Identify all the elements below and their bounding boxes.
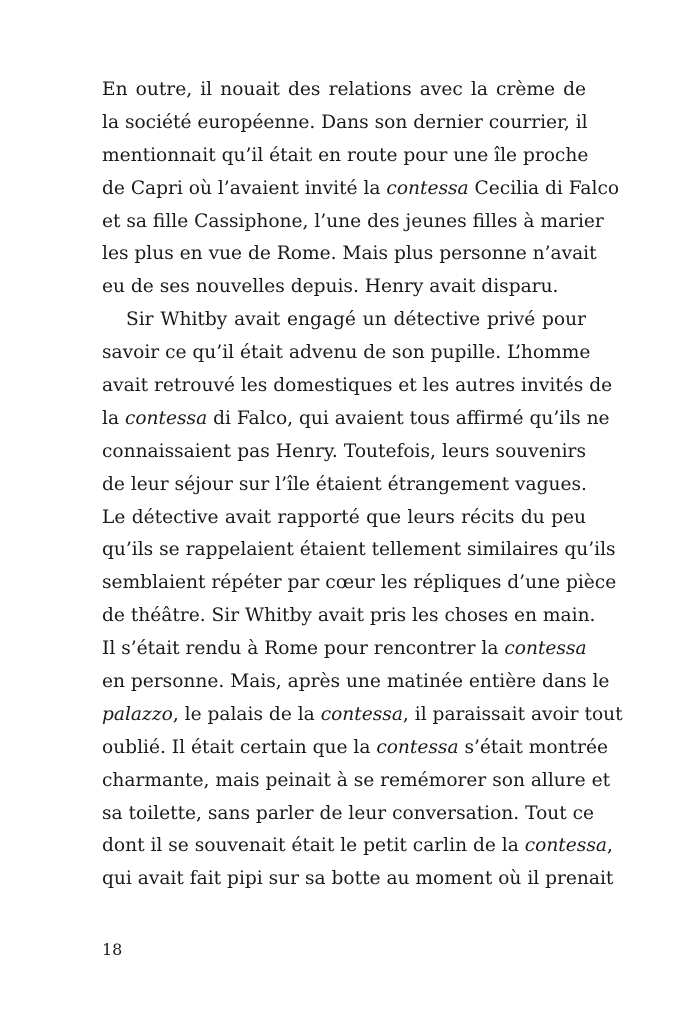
paragraph [102,304,623,896]
text-line [102,600,596,633]
text-line [102,436,586,469]
text-run: , [606,835,613,857]
text-line [102,469,586,502]
text-run: Le détective avait rapporté que leurs récits du peu [102,506,586,528]
text-run: charmante, mais peinait à se remémorer son allure et [102,769,611,791]
text-line [102,238,597,271]
body-text [102,74,623,896]
text-run: en personne. Mais, après une matinée entière dans le [102,671,610,693]
text-run: savoir ce qu’il était advenu de son pupille. L’homme [102,342,591,364]
text-run: les plus en vue de Rome. Mais plus personne n’avait [102,243,597,265]
text-line [102,666,610,699]
text-run: semblaient répéter par cœur les répliques d’une pièce [102,572,617,594]
text-line [102,206,604,239]
text-run: , il paraissait avoir tout [402,703,623,725]
text-line [102,403,610,436]
text-run: et sa fille Cassiphone, l’une des jeunes filles à marier [102,210,604,232]
text-line [102,798,595,831]
text-line [102,699,623,732]
text-run: avait retrouvé les domestiques et les autres invités de [102,375,613,397]
italic-word: contessa [376,736,459,758]
text-line [102,107,586,140]
text-run: En outre, il nouait des relations avec la crème de [102,79,586,100]
text-run: de leur séjour sur l’île étaient étrangement vagues. [102,473,587,495]
text-run: oublié. Il était certain que la [102,736,377,758]
text-run: Cecilia di Falco [468,177,620,199]
text-line [102,337,591,370]
text-run: qu’ils se rappelaient étaient tellement similaires qu’ils [102,539,616,561]
text-line [102,534,616,567]
italic-word: contessa [124,407,208,429]
text-run: s’était montrée [458,736,608,758]
text-line [102,370,613,403]
italic-word: contessa [524,835,607,857]
text-line [102,140,589,173]
text-line [102,863,614,896]
text-run: connaissaient pas Henry. Toutefois, leurs souvenirs [102,440,586,462]
italic-word: contessa [386,177,469,199]
text-run: Sir Whitby avait engagé un détective privé pour [126,309,586,331]
paragraph [102,74,620,304]
text-run: la société européenne. Dans son dernier courrier, il [102,111,588,133]
text-line [102,765,611,798]
text-run: Il s’était rendu à Rome pour rencontrer la [102,638,505,660]
text-run: , le palais de la [172,703,321,725]
text-line [102,271,586,304]
text-run: de théâtre. Sir Whitby avait pris les choses en main. [102,605,596,627]
italic-word: palazzo [102,703,173,725]
text-run: mentionnait qu’il était en route pour une île proche [102,144,589,166]
text-line [102,567,617,600]
text-line [102,633,586,666]
italic-word: contessa [320,703,403,725]
text-run: qui avait fait pipi sur sa botte au moment où il prenait [102,868,614,890]
text-line [102,502,586,535]
text-line [102,732,608,765]
text-run: la [102,407,125,429]
text-line [102,830,613,863]
text-line [102,173,620,206]
text-line [102,74,586,107]
italic-word: contessa [504,638,587,660]
text-run: dont il se souvenait était le petit carlin de la [102,835,525,857]
page-number: 18 [102,940,123,959]
text-line [102,304,586,337]
text-run: eu de ses nouvelles depuis. Henry avait disparu. [102,276,559,298]
text-run: sa toilette, sans parler de leur conversation. Tout ce [102,802,595,824]
text-run: di Falco, qui avaient tous affirmé qu’ils ne [207,407,610,429]
text-run: de Capri où l’avaient invité la [102,177,387,199]
